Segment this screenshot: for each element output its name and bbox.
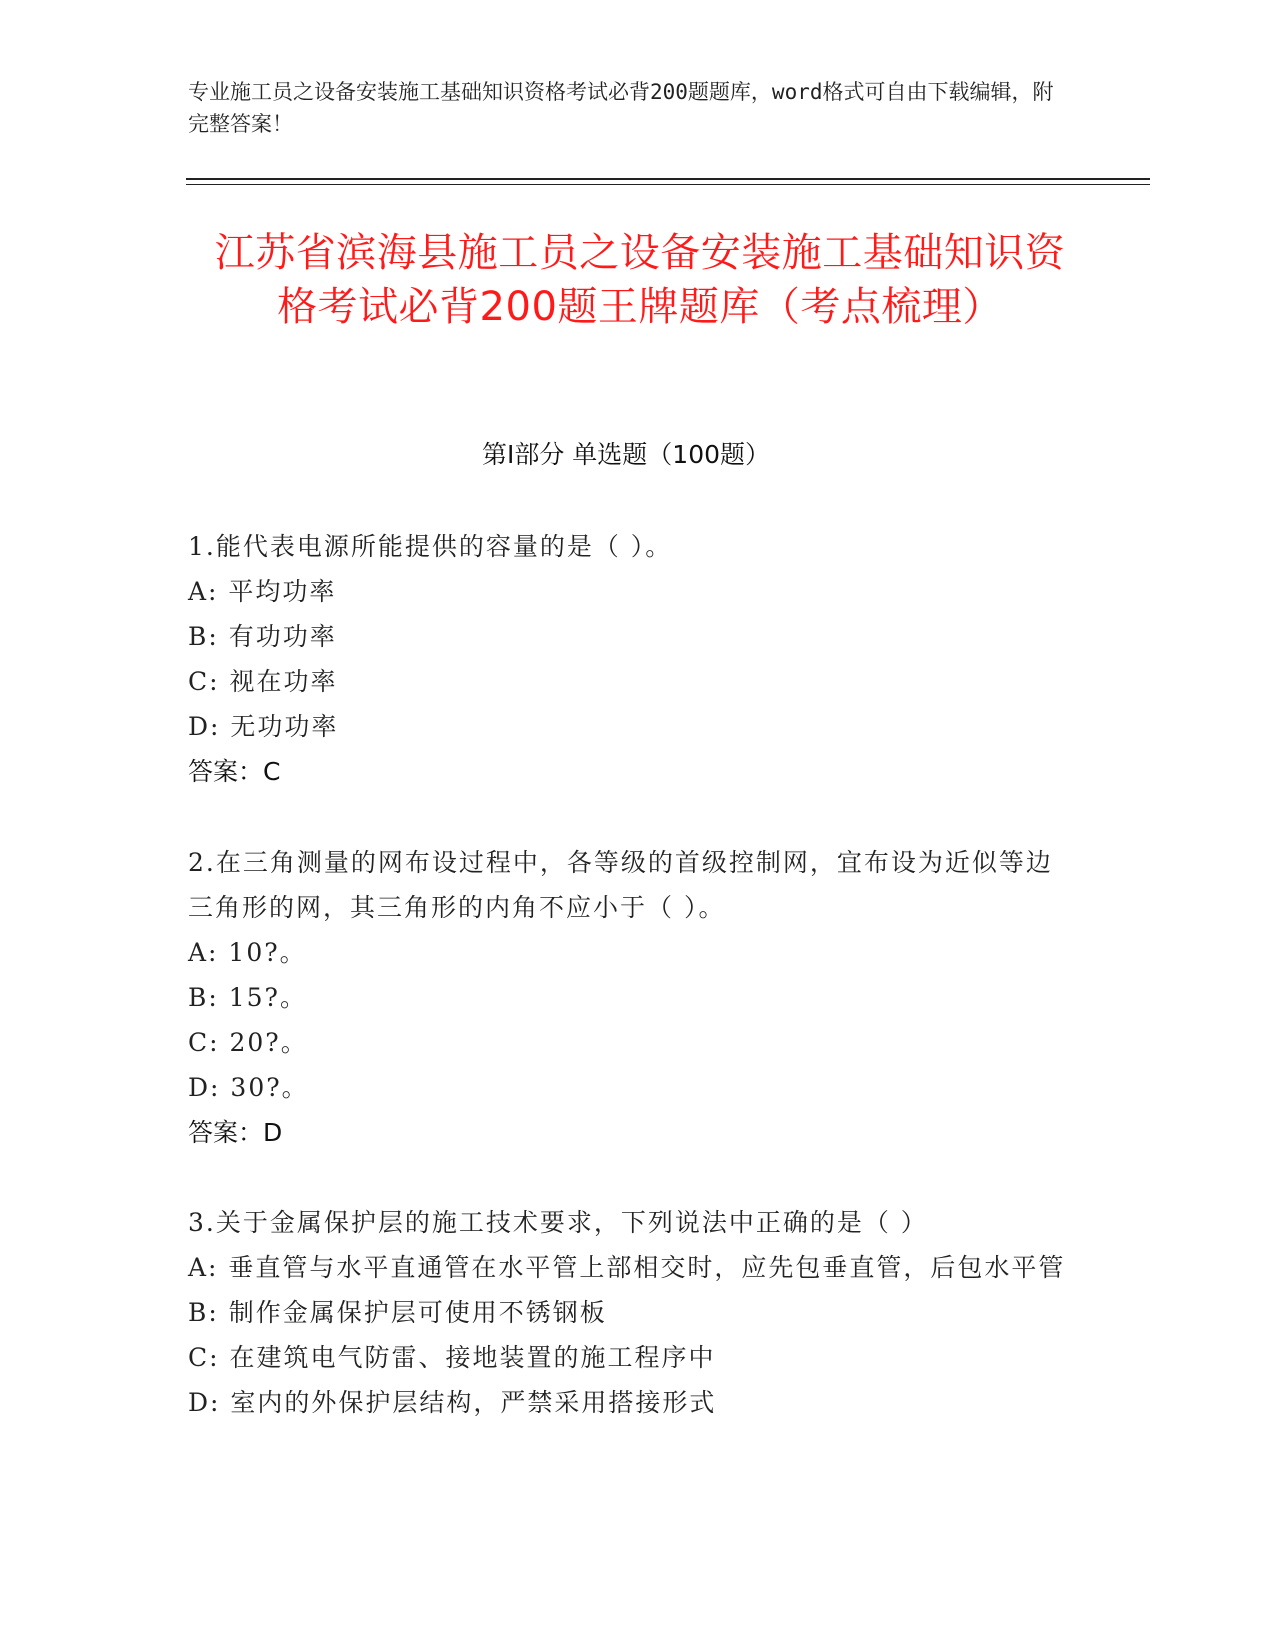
option-c: C: 在建筑电气防雷、接地装置的施工程序中 [188,1343,716,1372]
question-1 [188,524,1068,794]
option-d: D: 30?。 [188,1073,309,1102]
question-stem: 1.能代表电源所能提供的容量的是（ ）。 [188,532,673,561]
section-title: 第Ⅰ部分 单选题（100题） [481,440,771,469]
option-b: B: 制作金属保护层可使用不锈钢板 [188,1298,607,1327]
option-c: C: 视在功率 [188,667,338,696]
option-a: A: 10?。 [188,938,307,967]
option-d: D: 无功功率 [188,712,339,741]
document-title: 江苏省滨海县施工员之设备安装施工基础知识资格考试必背200题王牌题库（考点梳理） [214,230,1066,330]
question-3 [188,1200,1068,1425]
question-stem: 2.在三角测量的网布设过程中，各等级的首级控制网，宜布设为近似等边三角形的网，其三角形的内角不应小于（ ）。 [188,848,1053,922]
option-a: A: 平均功率 [188,577,337,606]
option-d: D: 室内的外保护层结构，严禁采用搭接形式 [188,1388,717,1417]
header-divider-thick [186,178,1150,180]
option-b: B: 有功功率 [188,622,337,651]
answer: 答案：C [188,757,281,786]
answer: 答案：D [188,1118,283,1147]
option-c: C: 20?。 [188,1028,308,1057]
question-stem: 3.关于金属保护层的施工技术要求，下列说法中正确的是（ ） [188,1208,928,1237]
header-divider-thin [186,184,1150,185]
header-note: 专业施工员之设备安装施工基础知识资格考试必背200题题库，word格式可自由下载编辑，附完整答案！ [188,80,1054,136]
option-a: A: 垂直管与水平直通管在水平管上部相交时，应先包垂直管，后包水平管 [188,1253,1066,1282]
question-2 [188,840,1068,1155]
option-b: B: 15?。 [188,983,307,1012]
